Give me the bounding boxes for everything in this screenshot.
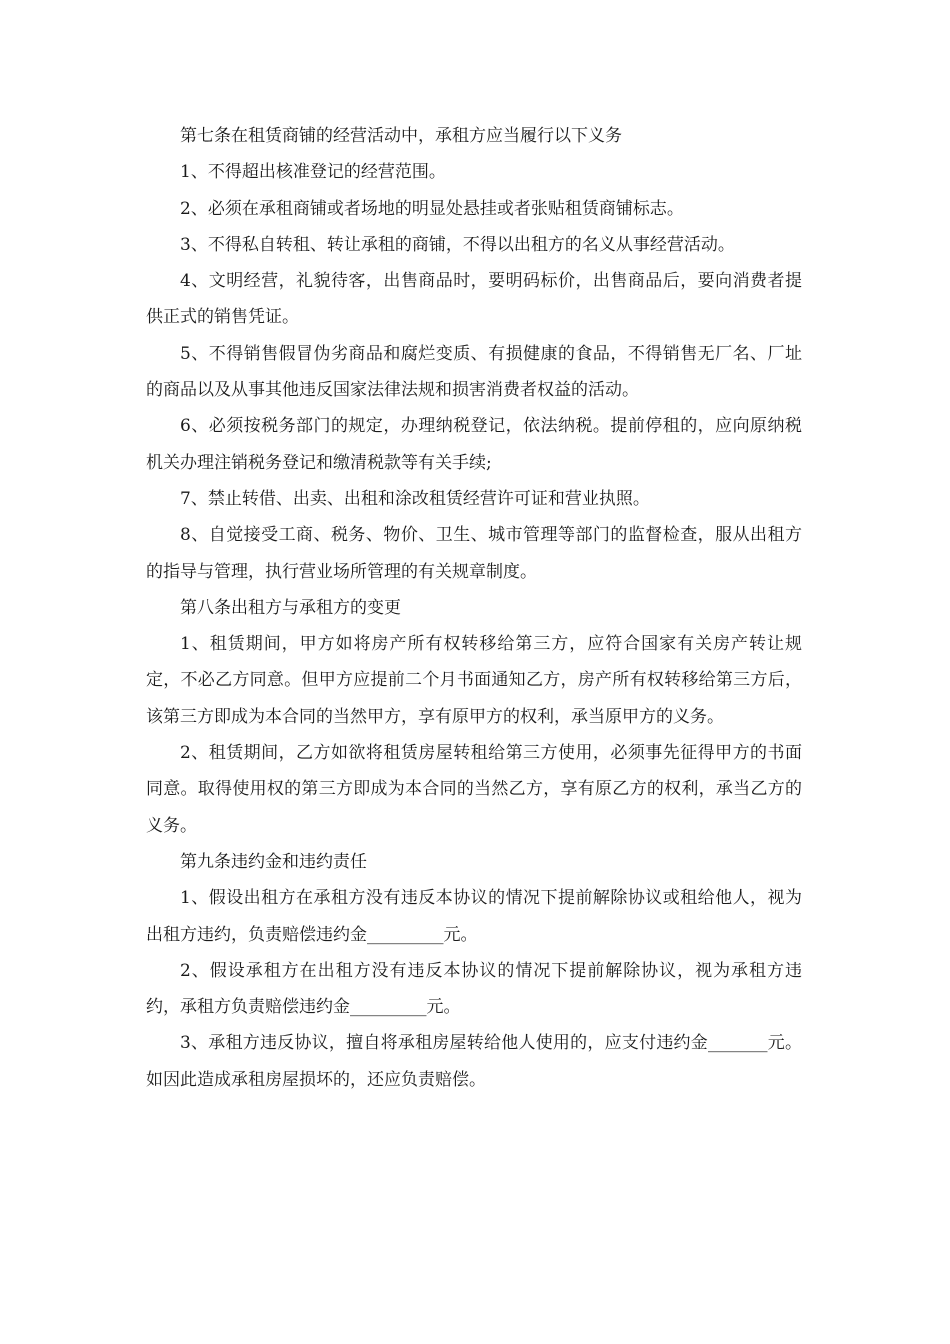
- article-7-clause-6: 6、必须按税务部门的规定，办理纳税登记，依法纳税。提前停租的，应向原纳税机关办理注销税务登记和缴清税款等有关手续;: [146, 416, 802, 473]
- article-8-clause-2: 2、租赁期间，乙方如欲将租赁房屋转租给第三方使用，必须事先征得甲方的书面同意。取得使用权的第三方即成为本合同的当然乙方，享有原乙方的权利，承当乙方的义务。: [146, 743, 802, 836]
- article-9-clause-3: 3、承租方违反协议，擅自将承租房屋转给他人使用的，应支付违约金_______元。如因此造成承租房屋损坏的，还应负责赔偿。: [146, 1033, 802, 1090]
- article-7-clause-3: 3、不得私自转租、转让承租的商铺，不得以出租方的名义从事经营活动。: [180, 234, 735, 255]
- article-7-clause-1: 1、不得超出核准登记的经营范围。: [180, 162, 446, 183]
- article-9-heading: 第九条违约金和违约责任: [180, 851, 367, 872]
- article-8-clause-1: 1、租赁期间，甲方如将房产所有权转移给第三方，应符合国家有关房产转让规定，不必乙方同意。但甲方应提前二个月书面通知乙方，房产所有权转移给第三方后，该第三方即成为本合同的当然甲方，享有原甲方的权利，承当原甲方的义务。: [146, 634, 802, 727]
- article-8-heading: 第八条出租方与承租方的变更: [180, 597, 401, 618]
- article-7-clause-2: 2、必须在承租商铺或者场地的明显处悬挂或者张贴租赁商铺标志。: [180, 198, 684, 219]
- article-7-clause-4: 4、文明经营，礼貌待客，出售商品时，要明码标价，出售商品后，要向消费者提供正式的销售凭证。: [146, 271, 802, 328]
- article-7-heading: 第七条在租赁商铺的经营活动中，承租方应当履行以下义务: [180, 126, 622, 146]
- article-9-clause-2: 2、假设承租方在出租方没有违反本协议的情况下提前解除协议，视为承租方违约，承租方负责赔偿违约金_________元。: [146, 960, 802, 1018]
- article-7-clause-8: 8、自觉接受工商、税务、物价、卫生、城市管理等部门的监督检查，服从出租方的指导与管理，执行营业场所管理的有关规章制度。: [146, 525, 802, 582]
- contract-body: [146, 118, 802, 1098]
- article-9-clause-1: 1、假设出租方在承租方没有违反本协议的情况下提前解除协议或租给他人，视为出租方违约，负责赔偿违约金_________元。: [146, 888, 802, 945]
- article-7-clause-5: 5、不得销售假冒伪劣商品和腐烂变质、有损健康的食品，不得销售无厂名、厂址的商品以及从事其他违反国家法律法规和损害消费者权益的活动。: [146, 343, 802, 401]
- article-7-clause-7: 7、禁止转借、出卖、出租和涂改租赁经营许可证和营业执照。: [180, 488, 650, 509]
